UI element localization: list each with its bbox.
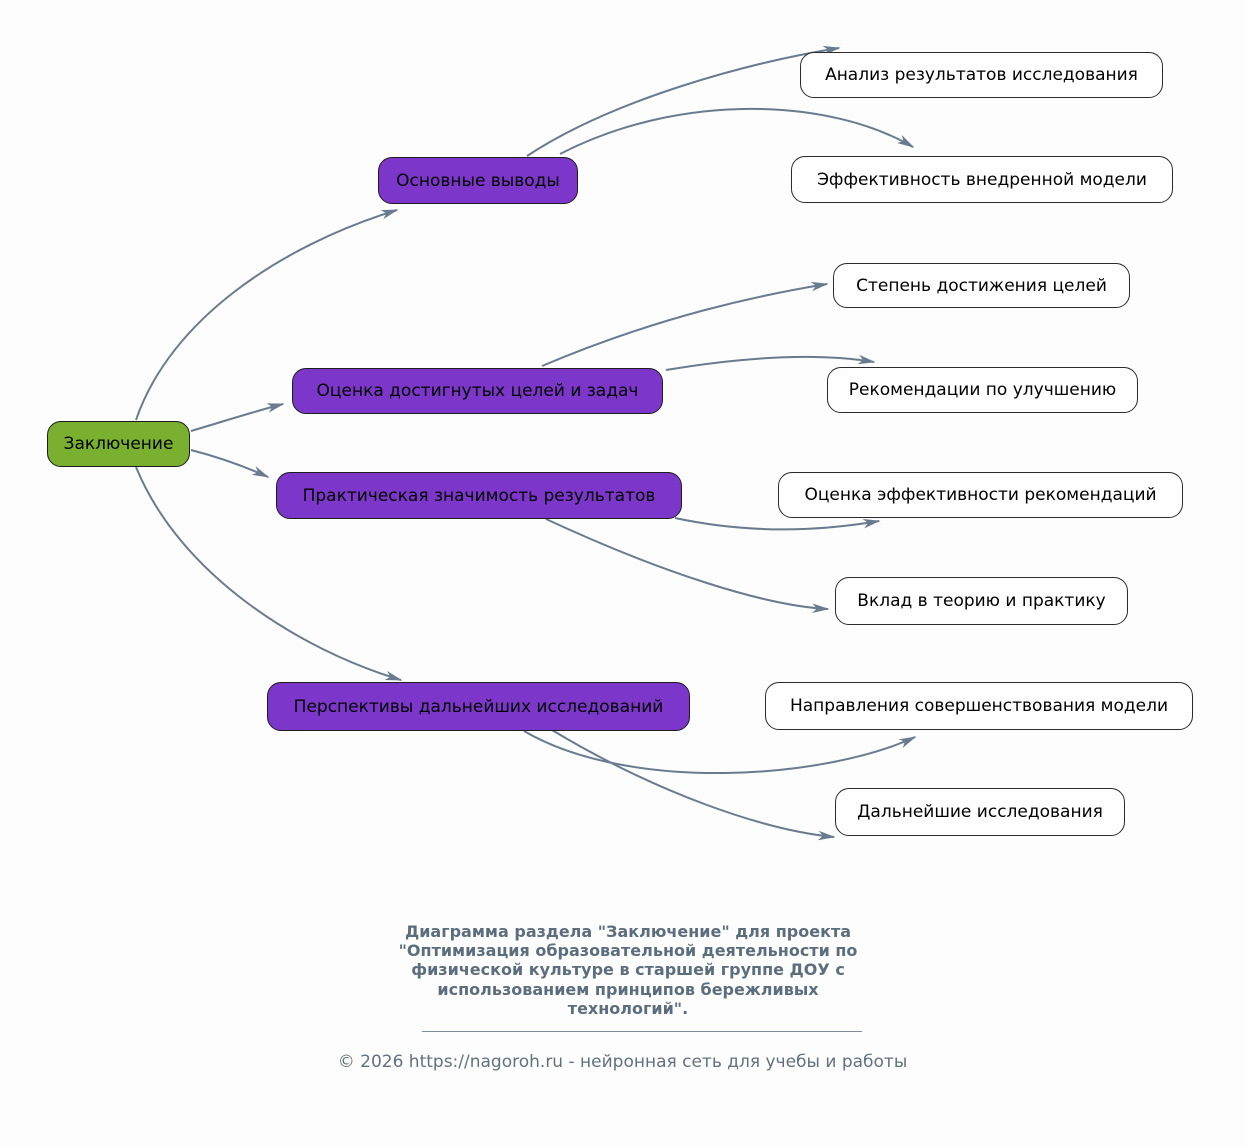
edge-root-to-goals-assessment bbox=[191, 404, 283, 431]
edge-root-to-practical-significance bbox=[191, 450, 268, 477]
edge-main-conclusions-to-effectiveness bbox=[560, 109, 913, 154]
edge-future-to-further-research bbox=[552, 730, 834, 837]
leaf-node-model-effectiveness: Эффективность внедренной модели bbox=[791, 156, 1173, 203]
branch-node-practical-significance: Практическая значимость результатов bbox=[276, 472, 682, 519]
leaf-node-goal-achievement-degree: Степень достижения целей bbox=[833, 263, 1130, 308]
leaf-node-further-research: Дальнейшие исследования bbox=[835, 788, 1125, 836]
edge-future-to-improvement-directions bbox=[524, 731, 915, 773]
edge-main-conclusions-to-analysis bbox=[527, 48, 839, 156]
diagram-caption: Диаграмма раздела "Заключение" для проекта "Оптимизация образовательной деятельности по физической культуре в старшей группе ДОУ с использованием принципов бережливых технологий". bbox=[398, 922, 858, 1018]
copyright-watermark: © 2026 https://nagoroh.ru - нейронная сеть для учебы и работы bbox=[337, 1052, 908, 1072]
leaf-node-analysis-results: Анализ результатов исследования bbox=[800, 52, 1163, 98]
edge-practical-to-recommendations-effectiveness bbox=[675, 518, 879, 529]
leaf-node-theory-practice-contribution: Вклад в теорию и практику bbox=[835, 577, 1128, 625]
leaf-node-model-improvement-directions: Направления совершенствования модели bbox=[765, 682, 1193, 730]
leaf-node-improvement-recommendations: Рекомендации по улучшению bbox=[827, 367, 1138, 413]
branch-node-future-research: Перспективы дальнейших исследований bbox=[267, 682, 690, 731]
leaf-node-recommendations-effectiveness: Оценка эффективности рекомендаций bbox=[778, 472, 1183, 518]
root-node-conclusion: Заключение bbox=[47, 421, 190, 467]
branch-node-goals-assessment: Оценка достигнутых целей и задач bbox=[292, 368, 663, 414]
edge-goals-to-achievement-degree bbox=[542, 284, 827, 366]
caption-divider-line bbox=[422, 1031, 862, 1032]
branch-node-main-conclusions: Основные выводы bbox=[378, 157, 578, 204]
edge-practical-to-theory-practice bbox=[546, 519, 828, 609]
